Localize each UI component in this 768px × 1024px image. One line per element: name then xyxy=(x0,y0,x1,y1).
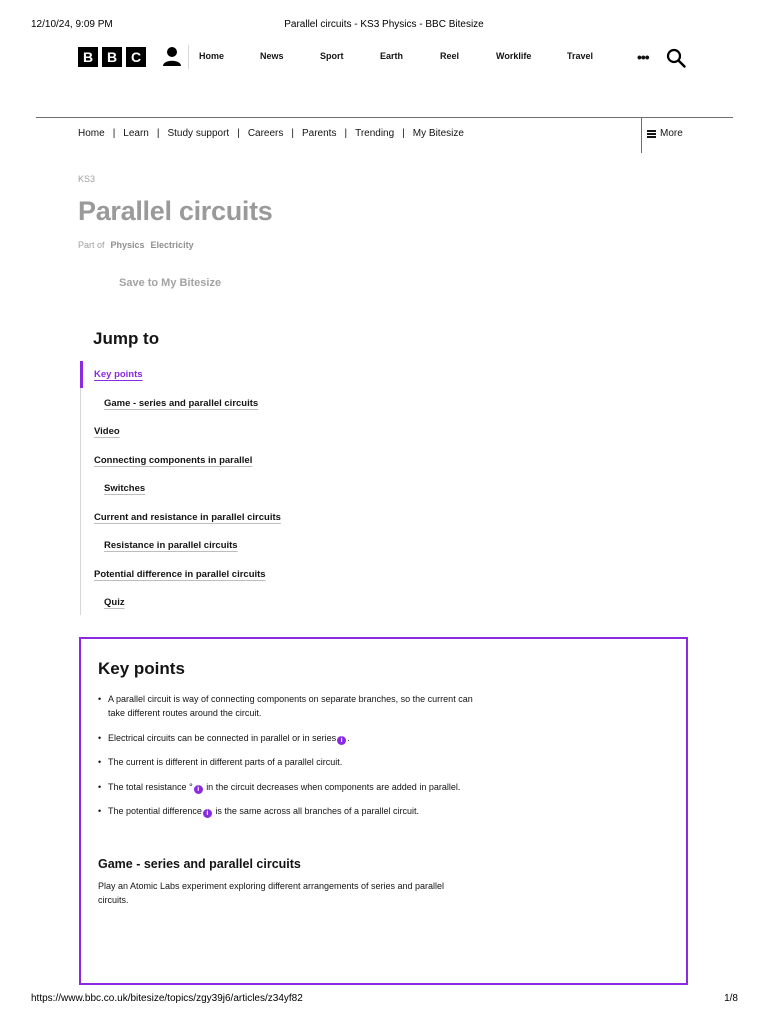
info-icon[interactable]: i xyxy=(337,736,346,745)
masthead-nav-home[interactable]: Home xyxy=(199,51,225,61)
game-heading: Game - series and parallel circuits xyxy=(98,857,301,871)
level-breadcrumb[interactable]: KS3 xyxy=(78,174,96,184)
nav-separator: | xyxy=(112,128,116,139)
bbc-logo-letter: B xyxy=(78,47,98,67)
info-icon[interactable]: i xyxy=(203,809,212,818)
part-of xyxy=(78,240,194,250)
degree-mark: ° xyxy=(189,781,193,792)
jump-to-heading: Jump to xyxy=(93,329,160,348)
masthead-nav-worklife[interactable]: Worklife xyxy=(496,51,532,61)
masthead-nav-earth[interactable]: Earth xyxy=(380,51,404,61)
key-points-heading: Key points xyxy=(98,659,185,678)
search-icon[interactable] xyxy=(666,48,686,68)
more-divider xyxy=(641,118,642,153)
game-description: Play an Atomic Labs experiment exploring different arrangements of series and parallel circuits. xyxy=(98,881,445,905)
print-document-title: Parallel circuits - KS3 Physics - BBC Bitesize xyxy=(284,19,484,30)
part-of-physics-link[interactable]: Physics xyxy=(110,240,145,250)
jump-link-game[interactable]: Game - series and parallel circuits xyxy=(104,398,259,409)
nav-separator: | xyxy=(344,128,348,139)
jump-link-video[interactable]: Video xyxy=(94,426,120,437)
part-of-electricity-link[interactable]: Electricity xyxy=(150,240,194,250)
jump-link-switches[interactable]: Switches xyxy=(104,483,146,494)
page-title: Parallel circuits xyxy=(78,196,273,226)
bitesize-nav-trending[interactable]: Trending xyxy=(355,128,395,139)
save-to-my-bitesize-button[interactable]: Save to My Bitesize xyxy=(119,277,222,289)
bitesize-nav-parents[interactable]: Parents xyxy=(302,128,337,139)
bitesize-nav-learn[interactable]: Learn xyxy=(123,128,149,139)
jump-to-active-marker xyxy=(80,361,83,388)
key-point-text: The current is different in different parts of a parallel circuit. xyxy=(108,757,343,767)
key-points-list xyxy=(98,692,478,829)
masthead-nav-reel[interactable]: Reel xyxy=(440,51,460,61)
key-point-text: A parallel circuit is way of connecting components on separate branches, so the current can take different routes around the circuit. xyxy=(108,694,473,718)
bbc-logo-letter: C xyxy=(126,47,146,67)
masthead-nav-travel[interactable]: Travel xyxy=(567,51,594,61)
hamburger-icon xyxy=(647,130,656,138)
key-point-text: The total resistance xyxy=(108,781,187,792)
bbc-logo-letter: B xyxy=(102,47,122,67)
jump-link-key-points[interactable]: Key points xyxy=(94,369,143,380)
more-label: More xyxy=(660,128,683,139)
more-menu-icon[interactable]: ••• xyxy=(637,49,649,65)
print-datetime: 12/10/24, 9:09 PM xyxy=(31,19,113,30)
jump-link-connecting-components[interactable]: Connecting components in parallel xyxy=(94,455,253,466)
jump-to-rail xyxy=(80,361,81,615)
list-item xyxy=(98,804,478,818)
bitesize-nav-study-support[interactable]: Study support xyxy=(167,128,230,139)
key-point-text: in the circuit decreases when components are added in parallel. xyxy=(206,781,461,792)
part-of-label: Part of xyxy=(78,240,105,250)
masthead-nav-news[interactable]: News xyxy=(260,51,284,61)
nav-separator: | xyxy=(402,128,405,139)
key-point-text: The potential difference xyxy=(108,806,202,816)
jump-link-quiz[interactable]: Quiz xyxy=(104,597,125,608)
bitesize-nav-careers[interactable]: Careers xyxy=(247,128,284,139)
masthead-nav-sport[interactable]: Sport xyxy=(320,51,344,61)
print-page-number: 1/8 xyxy=(724,993,738,1004)
print-url: https://www.bbc.co.uk/bitesize/topics/zgy39j6/articles/z34yf82 xyxy=(31,993,303,1004)
key-point-text: is the same across all branches of a parallel circuit. xyxy=(215,806,420,816)
jump-link-current-and-resistance[interactable]: Current and resistance in parallel circuits xyxy=(94,512,281,523)
key-point-text: Electrical circuits can be connected in parallel or in series xyxy=(108,732,337,743)
nav-separator: | xyxy=(156,128,160,139)
list-item xyxy=(98,692,478,720)
jump-link-resistance[interactable]: Resistance in parallel circuits xyxy=(104,540,238,551)
jump-link-potential-difference[interactable]: Potential difference in parallel circuits xyxy=(94,569,266,580)
list-item xyxy=(98,780,478,794)
masthead-nav-divider xyxy=(188,45,189,69)
nav-separator: | xyxy=(237,128,240,139)
header-divider xyxy=(36,117,733,118)
key-point-text: . xyxy=(347,732,350,743)
bitesize-nav-home[interactable]: Home xyxy=(78,128,105,139)
bitesize-nav xyxy=(78,128,464,139)
bbc-logo[interactable] xyxy=(78,47,146,67)
more-button[interactable] xyxy=(647,128,683,139)
account-icon[interactable] xyxy=(162,46,182,68)
list-item xyxy=(98,731,478,745)
bitesize-nav-my-bitesize[interactable]: My Bitesize xyxy=(412,128,464,139)
nav-separator: | xyxy=(291,128,294,139)
list-item xyxy=(98,755,478,769)
info-icon[interactable]: i xyxy=(194,785,203,794)
